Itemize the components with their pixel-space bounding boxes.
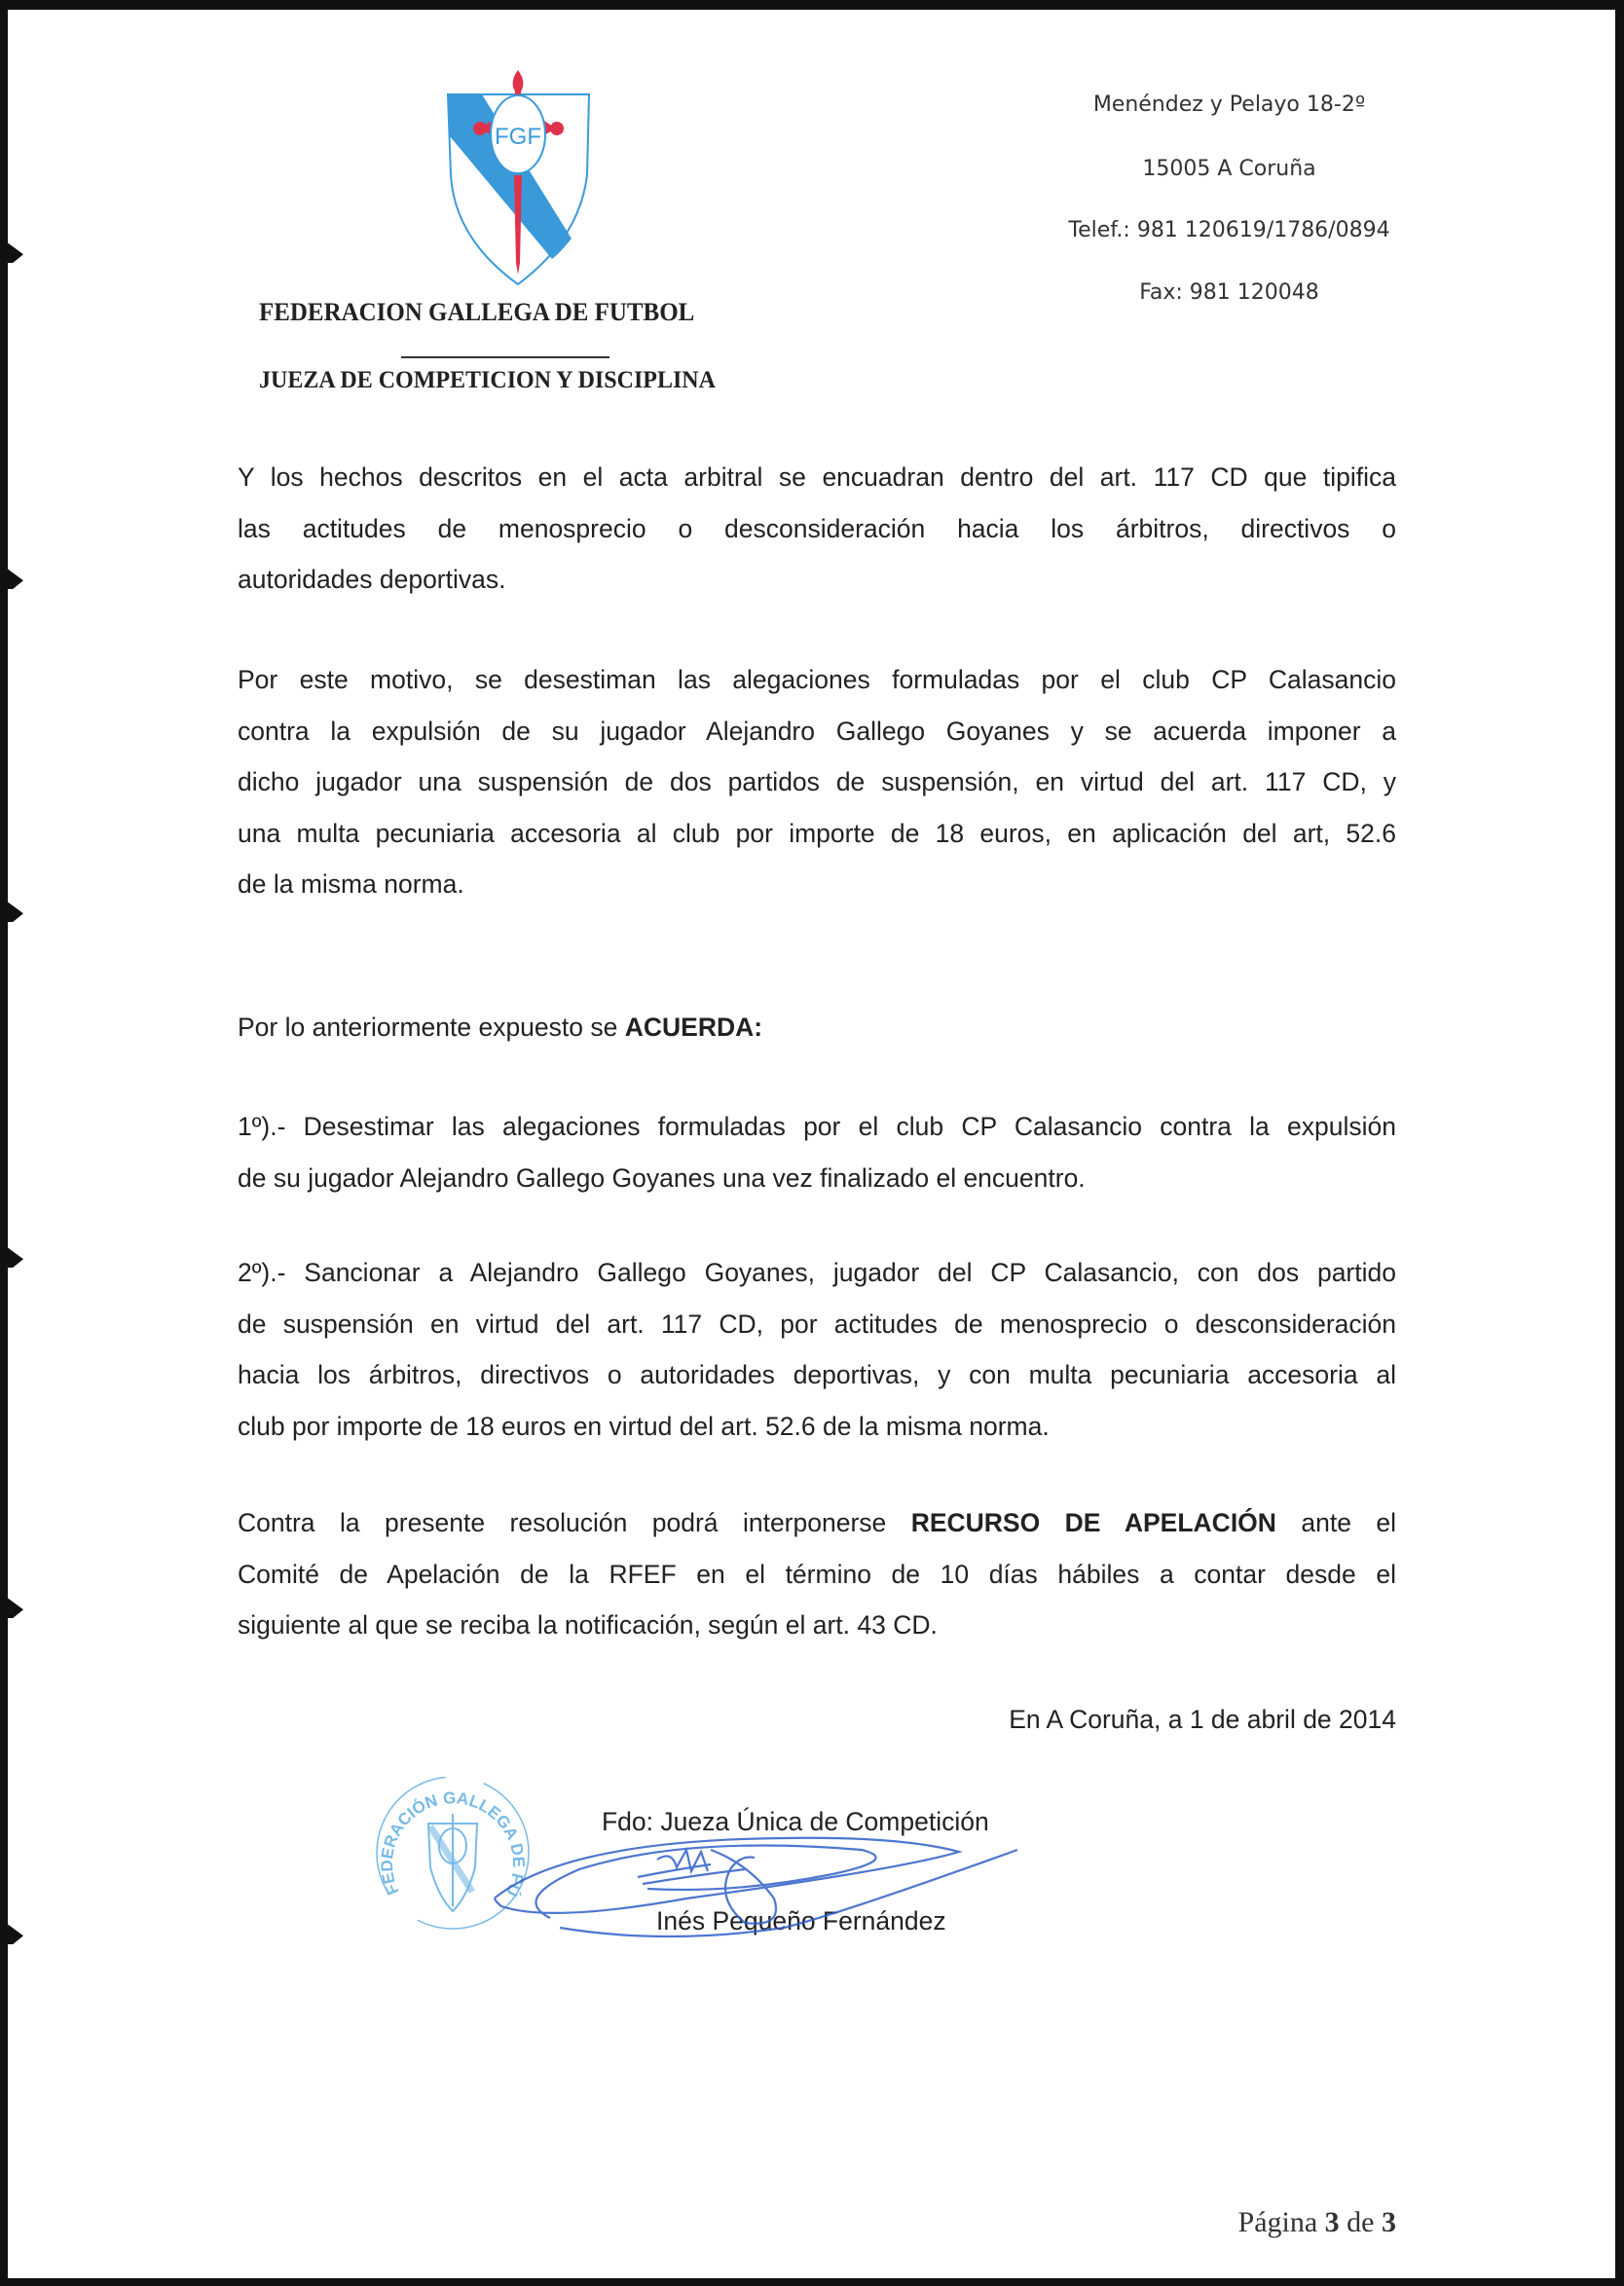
text-line [238,859,1396,910]
text-segment: 1º).- Desestimar las alegaciones formuladas por el club CP Calasancio contra la expulsión [238,1112,1396,1141]
handwritten-signature-icon [492,1830,1037,1947]
text-line [238,1002,1396,1053]
text-line [238,654,1396,706]
paragraph [238,654,1396,910]
text-segment: una multa pecuniaria accesoria al club por importe de 18 euros, en aplicación del art, 52.6 [238,818,1396,848]
text-line [238,452,1396,503]
paragraph [238,1497,1396,1651]
date-line: En A Coruña, a 1 de abril de 2014 [1009,1705,1396,1734]
scan-mark [6,241,23,263]
text-segment: club por importe de 18 euros en virtud del art. 52.6 de la misma norma. [238,1411,1050,1441]
address-street: Menéndez y Pelayo 18-2º [1092,92,1366,117]
text-line [238,554,1396,606]
header-rule [401,356,609,358]
bold-text: RECURSO DE APELACIÓN [910,1508,1276,1537]
text-segment: hacia los árbitros, directivos o autoridades deportivas, y con multa pecuniaria accesoria al [238,1360,1396,1389]
text-line [238,1247,1396,1299]
text-line [238,706,1396,757]
address-phone: Telef.: 981 120619/1786/0894 [1068,218,1390,242]
text-segment: autoridades deportivas. [238,565,506,594]
text-line [238,1349,1396,1401]
page-number [1238,2197,1396,2248]
text-segment: contra la expulsión de su jugador Alejandro Gallego Goyanes y se acuerda imponer a [238,716,1396,746]
scan-mark [6,1923,23,1944]
scan-mark [6,1246,23,1268]
stamp-text: FEDERACIÓN GALLEGA DE FÚ [377,1788,529,1899]
text-segment: las actitudes de menosprecio o desconsideración hacia los árbitros, directivos o [238,513,1396,543]
page-sep: de [1347,2206,1375,2238]
text-line [238,756,1396,808]
text-line [238,1549,1396,1601]
address-fax: Fax: 981 120048 [1139,280,1319,305]
federation-logo-icon [443,68,599,287]
paragraph [238,1101,1396,1203]
text-line [238,808,1396,860]
paragraph [238,1247,1396,1452]
scan-mark [6,568,23,589]
text-segment: Contra la presente resolución podrá interponerse [238,1508,911,1537]
address-city: 15005 A Coruña [1142,157,1316,181]
text-line [238,1101,1396,1153]
text-segment: ante el [1275,1508,1396,1537]
text-line [238,1153,1396,1204]
page-total: 3 [1382,2206,1396,2238]
department-name: JUEZA DE COMPETICION Y DISCIPLINA [259,367,716,393]
page-prefix: Página [1237,2206,1318,2238]
paragraph [238,1002,1396,1053]
signer-name: Inés Pequeño Fernández [656,1906,946,1936]
page-current: 3 [1324,2206,1340,2238]
text-segment: Y los hechos descritos en el acta arbitral se encuadran dentro del art. 117 CD que tipifica [238,462,1396,492]
text-line [238,503,1396,555]
bold-text: ACUERDA: [624,1013,763,1042]
paragraph [238,452,1396,606]
text-segment: 2º).- Sancionar a Alejandro Gallego Goyanes, jugador del CP Calasancio, con dos partido [238,1258,1396,1287]
text-segment: Comité de Apelación de la RFEF en el término de 10 días hábiles a contar desde el [238,1559,1396,1589]
text-segment: dicho jugador una suspensión de dos partidos de suspensión, en virtud del art. 117 CD, y [238,767,1396,796]
scan-mark [6,901,23,922]
text-line [238,1497,1396,1549]
text-line [238,1401,1396,1453]
text-line [238,1600,1396,1651]
text-segment: Por lo anteriormente expuesto se [238,1013,625,1042]
organization-name: FEDERACION GALLEGA DE FUTBOL [259,298,695,326]
text-segment: siguiente al que se reciba la notificación, según el art. 43 CD. [238,1610,938,1640]
signed-by-title: Fdo: Jueza Única de Competición [602,1807,989,1836]
text-segment: de la misma norma. [238,869,464,899]
text-line [238,1299,1396,1350]
text-segment: de suspensión en virtud del art. 117 CD, por actitudes de menosprecio o desconsideración [238,1309,1396,1339]
text-segment: Por este motivo, se desestiman las alegaciones formuladas por el club CP Calasancio [238,665,1396,694]
text-segment: de su jugador Alejandro Gallego Goyanes una vez finalizado el encuentro. [238,1162,1086,1193]
scan-mark [6,1597,23,1618]
svg-text:FGF: FGF [495,124,541,150]
